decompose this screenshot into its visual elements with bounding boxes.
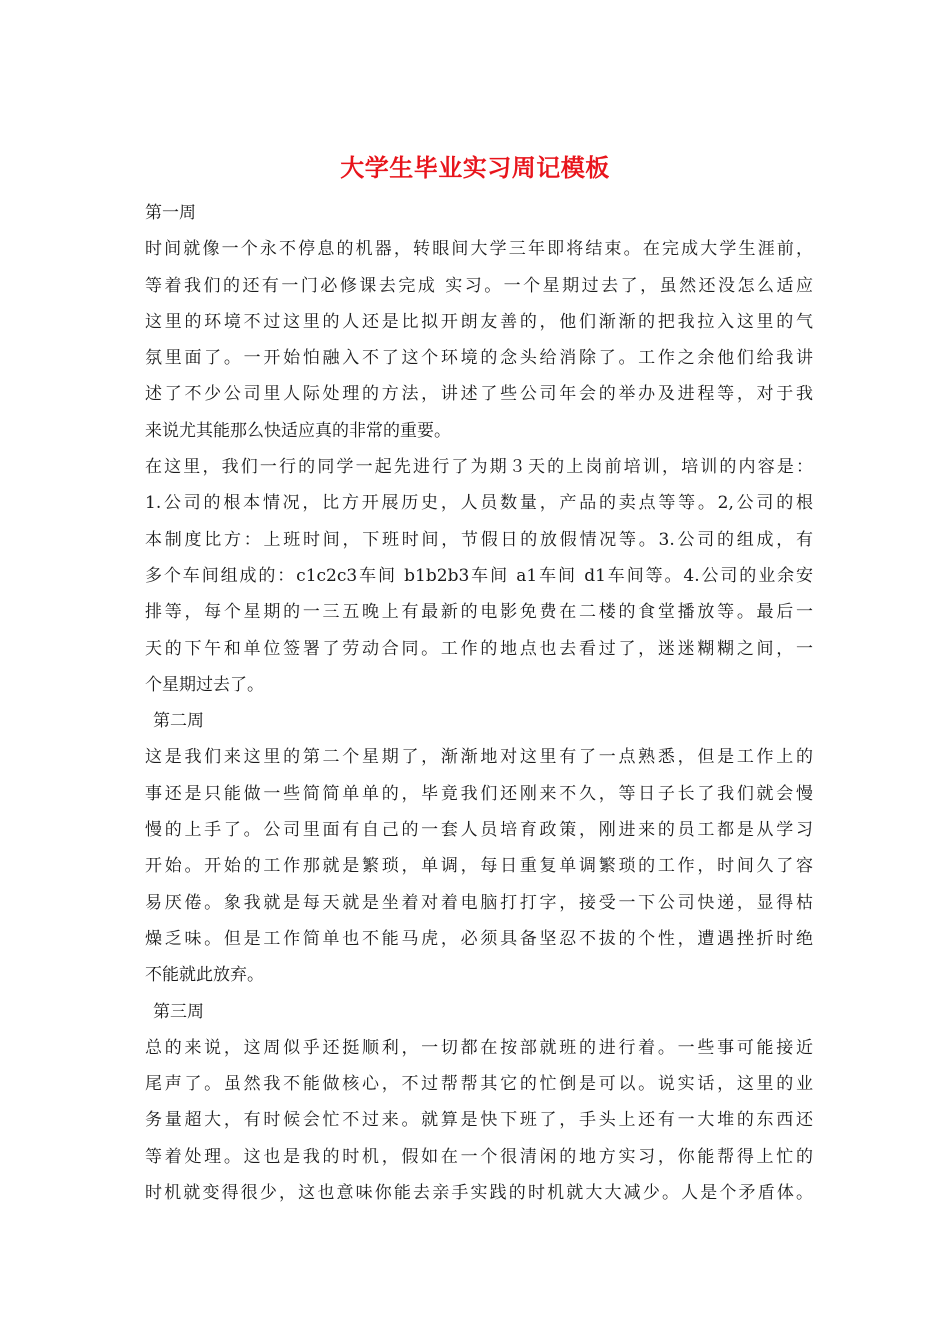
text-line: 多个车间组成的：c1c2c3车间 b1b2b3车间 a1车间 d1车间等。4.公司的业余安 <box>145 565 813 586</box>
document-title: 大学生毕业实习周记模板 <box>340 153 610 182</box>
text-line: 等着我们的还有一门必修课去完成 实习。一个星期过去了，虽然还没怎么适应 <box>145 275 813 296</box>
text-line: 易厌倦。象我就是每天就是坐着对着电脑打打字，接受一下公司快递，显得枯 <box>145 892 813 913</box>
text-line: 来说尤其能那么快适应真的非常的重要。 <box>145 420 451 441</box>
text-line: 慢的上手了。公司里面有自己的一套人员培育政策，刚进来的员工都是从学习 <box>145 820 813 841</box>
text-line: 个星期过去了。 <box>145 674 264 695</box>
text-line: 尾声了。虽然我不能做核心，不过帮帮其它的忙倒是可以。说实话，这里的业 <box>145 1074 813 1095</box>
text-line: 事还是只能做一些简简单单的，毕竟我们还刚来不久，等日子长了我们就会慢 <box>145 783 813 804</box>
text-line: 务量超大，有时候会忙不过来。就算是快下班了，手头上还有一大堆的东西还 <box>145 1110 813 1131</box>
text-line: 燥乏味。但是工作简单也不能马虎，必须具备坚忍不拔的个性，遭遇挫折时绝 <box>145 928 813 949</box>
text-line: 第一周 <box>145 203 196 223</box>
text-line: 开始。开始的工作那就是繁琐，单调，每日重复单调繁琐的工作，时间久了容 <box>145 856 813 877</box>
text-line: 在这里，我们一行的同学一起先进行了为期３天的上岗前培训，培训的内容是： <box>145 457 813 478</box>
text-line: 氛里面了。一开始怕融入不了这个环境的念头给消除了。工作之余他们给我讲 <box>145 348 813 369</box>
text-line: 1.公司的根本情况，比方开展历史，人员数量，产品的卖点等等。2,公司的根 <box>145 493 813 514</box>
text-line: 总的来说，这周似乎还挺顺利，一切都在按部就班的进行着。一些事可能接近 <box>145 1037 813 1058</box>
text-line: 时间就像一个永不停息的机器，转眼间大学三年即将结束。在完成大学生涯前， <box>145 239 813 260</box>
text-line: 本制度比方：上班时间，下班时间，节假日的放假情况等。3.公司的组成，有 <box>145 529 813 550</box>
text-line: 排等，每个星期的一三五晚上有最新的电影免费在二楼的食堂播放等。最后一 <box>145 602 813 623</box>
text-line: 时机就变得很少，这也意味你能去亲手实践的时机就大大减少。人是个矛盾体。 <box>145 1183 813 1204</box>
text-line: 第二周 <box>153 711 204 732</box>
text-line: 这是我们来这里的第二个星期了，渐渐地对这里有了一点熟悉，但是工作上的 <box>145 747 813 768</box>
document-body <box>145 195 813 1211</box>
text-line: 第三周 <box>153 1001 204 1022</box>
text-line: 这里的环境不过这里的人还是比拟开朗友善的，他们渐渐的把我拉入这里的气 <box>145 311 813 332</box>
text-line: 天的下午和单位签署了劳动合同。工作的地点也去看过了，迷迷糊糊之间，一 <box>145 638 813 659</box>
text-line: 述了不少公司里人际处理的方法，讲述了些公司年会的举办及进程等，对于我 <box>145 384 813 405</box>
text-line: 不能就此放弃。 <box>145 965 264 986</box>
text-line: 等着处理。这也是我的时机，假如在一个很清闲的地方实习，你能帮得上忙的 <box>145 1146 813 1167</box>
